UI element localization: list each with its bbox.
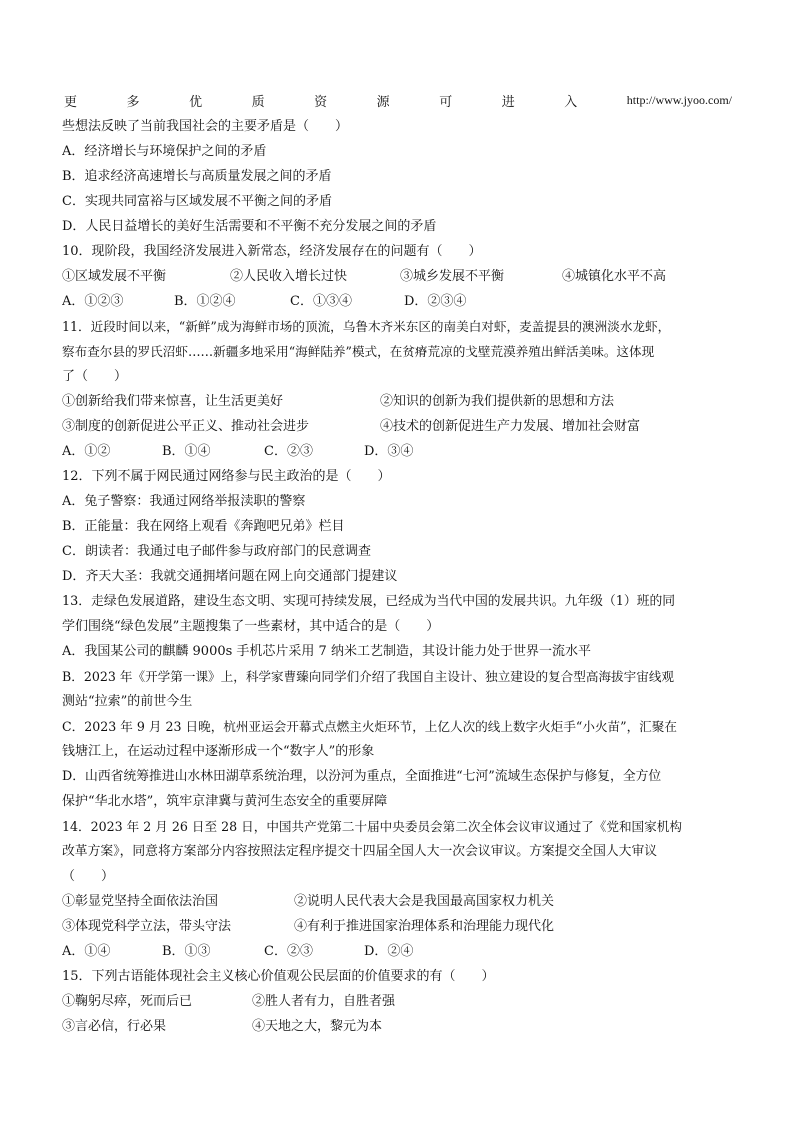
question-stem-line: 14．2023 年 2 月 26 日至 28 日，中国共产党第二十届中央委员会第二次全体会议审议通过了《党和国家机构 <box>62 819 682 834</box>
page-header <box>64 92 732 108</box>
question-stem-line: （ ） <box>62 869 115 884</box>
header-char: 更 <box>64 94 78 110</box>
choice-a: A．①② <box>62 444 111 459</box>
option-d: D．齐天大圣：我就交通拥堵问题在网上向交通部门提建议 <box>62 569 398 584</box>
header-char: 优 <box>189 94 203 110</box>
statement-item: ①创新给我们带来惊喜，让生活更美好 <box>62 394 284 409</box>
statement-item: ①区域发展不平衡 <box>62 269 167 284</box>
statement-items <box>62 389 734 439</box>
choice-a: A．①④ <box>62 944 111 959</box>
question-stem-line: 察布查尔县的罗氏沼虾……新疆多地采用“海鲜陆养”模式，在贫瘠荒凉的戈壁荒漠养殖出鲜活美味。这体现 <box>62 344 655 359</box>
question-stem-line: 改革方案》，同意将方案部分内容按照法定程序提交十四届全国人大一次会议审议。方案提交全国人大审议 <box>62 844 658 859</box>
header-char: 可 <box>439 94 453 110</box>
choice-d: D．②④ <box>364 944 414 959</box>
option-a: A．经济增长与环境保护之间的矛盾 <box>62 144 267 159</box>
answer-choices <box>62 439 734 464</box>
option-c: C．实现共同富裕与区域发展不平衡之间的矛盾 <box>62 194 332 209</box>
statement-item: ②胜人者有力，自胜者强 <box>252 994 396 1009</box>
choice-b: B．①④ <box>162 444 211 459</box>
statement-item: ③体现党科学立法，带头守法 <box>62 919 232 934</box>
answer-choices <box>62 939 734 964</box>
statement-item: ①鞠躬尽瘁，死而后已 <box>62 994 193 1009</box>
option-c-line: C．2023 年 9 月 23 日晚，杭州亚运会开幕式点燃主火炬环节，上亿人次的线上数字火炬手“小火苗”，汇聚在 <box>62 719 677 734</box>
question-stem: 些想法反映了当前我国社会的主要矛盾是（ ） <box>62 119 349 134</box>
statement-item: ④城镇化水平不高 <box>562 269 667 284</box>
header-char: 进 <box>501 94 515 110</box>
choice-d: D．③④ <box>364 444 414 459</box>
question-stem: 10．现阶段，我国经济发展进入新常态，经济发展存在的问题有（ ） <box>62 244 482 259</box>
statement-item: ②说明人民代表大会是我国最高国家权力机关 <box>294 894 555 909</box>
statement-item: ③言必信，行必果 <box>62 1019 167 1034</box>
statement-item: ①彰显党坚持全面依法治国 <box>62 894 219 909</box>
question-stem: 12．下列不属于网民通过网络参与民主政治的是（ ） <box>62 469 391 484</box>
option-c-line: 钱塘江上，在运动过程中逐渐形成一个“数字人”的形象 <box>62 744 375 759</box>
header-char: 源 <box>376 94 390 110</box>
statement-item: ②人民收入增长过快 <box>230 269 348 284</box>
answer-choices <box>62 289 734 314</box>
header-char: 资 <box>314 94 328 110</box>
header-url-link[interactable]: http://www.jyoo.com/ <box>626 92 732 107</box>
statement-items <box>62 889 734 939</box>
option-d-line: 保护“华北水塔”，筑牢京津冀与黄河生态安全的重要屏障 <box>62 794 388 809</box>
statement-item: ④天地之大，黎元为本 <box>252 1019 383 1034</box>
option-b-line: B．2023 年《开学第一课》上，科学家曹臻向同学们介绍了我国自主设计、独立建设的复合型高海拔宇宙线观 <box>62 669 675 684</box>
question-stem-line: 11．近段时间以来，“新鲜”成为海鲜市场的顶流，乌鲁木齐米东区的南美白对虾，麦盖提县的澳洲淡水龙虾， <box>62 319 671 334</box>
choice-c: C．①③④ <box>290 294 352 309</box>
statement-item: ③城乡发展不平衡 <box>400 269 505 284</box>
header-char: 入 <box>564 94 578 110</box>
question-stem-line: 13．走绿色发展道路，建设生态文明、实现可持续发展，已经成为当代中国的发展共识。九年级（1）班的同 <box>62 594 676 609</box>
option-a: A．兔子警察：我通过网络举报渎职的警察 <box>62 494 306 509</box>
header-char: 质 <box>251 94 265 110</box>
option-b: B．追求经济高速增长与高质量发展之间的矛盾 <box>62 169 332 184</box>
option-d: D．人民日益增长的美好生活需要和不平衡不充分发展之间的矛盾 <box>62 219 437 234</box>
choice-d: D．②③④ <box>404 294 467 309</box>
choice-c: C．②③ <box>264 444 313 459</box>
question-stem: 15．下列古语能体现社会主义核心价值观公民层面的价值要求的有（ ） <box>62 969 495 984</box>
statement-item: ④技术的创新促进生产力发展、增加社会财富 <box>380 419 641 434</box>
option-b-line: 测站“拉索”的前世今生 <box>62 694 193 709</box>
statement-item: ②知识的创新为我们提供新的思想和方法 <box>380 394 615 409</box>
option-d-line: D．山西省统筹推进山水林田湖草系统治理，以汾河为重点，全面推进“七河”流域生态保护与修复，全方位 <box>62 769 662 784</box>
choice-b: B．①③ <box>162 944 211 959</box>
statement-items <box>62 989 734 1039</box>
question-stem-line: 学们围绕“绿色发展”主题搜集了一些素材，其中适合的是（ ） <box>62 619 440 634</box>
statement-item: ④有利于推进国家治理体系和治理能力现代化 <box>294 919 555 934</box>
statement-items <box>62 264 734 289</box>
questions-body <box>62 114 734 1039</box>
choice-c: C．②③ <box>264 944 313 959</box>
option-a: A．我国某公司的麒麟 9000s 手机芯片采用 7 纳米工艺制造，其设计能力处于世界一流水平 <box>62 644 591 659</box>
option-c: C．朗读者：我通过电子邮件参与政府部门的民意调查 <box>62 544 371 559</box>
choice-a: A．①②③ <box>62 294 124 309</box>
option-b: B．正能量：我在网络上观看《奔跑吧兄弟》栏目 <box>62 519 345 534</box>
question-stem-line: 了（ ） <box>62 369 128 384</box>
choice-b: B．①②④ <box>174 294 236 309</box>
header-char: 多 <box>126 94 140 110</box>
statement-item: ③制度的创新促进公平正义、推动社会进步 <box>62 419 310 434</box>
